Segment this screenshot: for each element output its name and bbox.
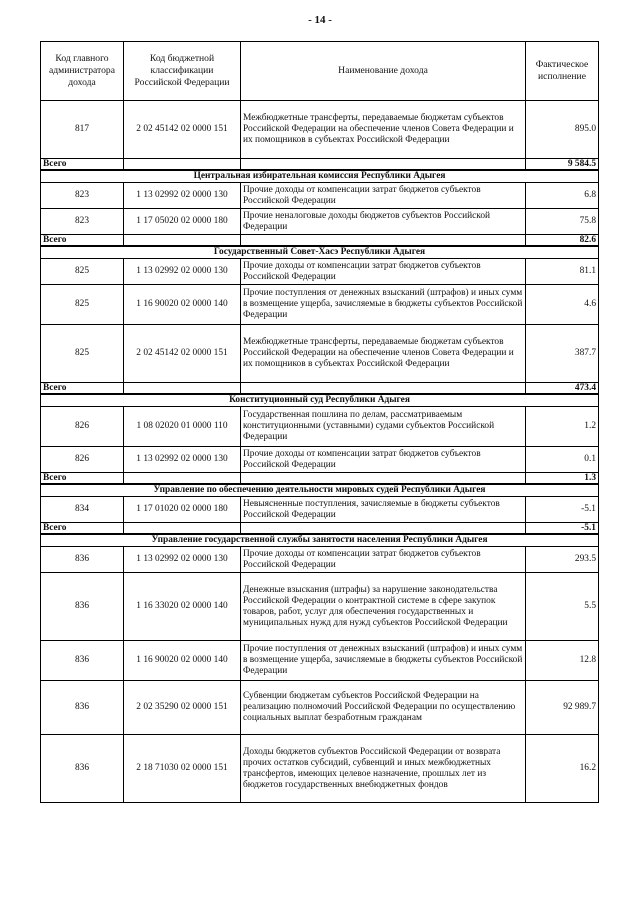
admin-code-cell: 825 [41,325,124,383]
budget-code-cell: 1 13 02992 02 0000 130 [124,183,241,209]
total-empty-name [241,159,526,171]
budget-code-cell: 2 02 35290 02 0000 151 [124,681,241,735]
section-header-row [41,394,599,407]
budget-code-cell: 1 17 05020 02 0000 180 [124,209,241,235]
table-row [41,573,599,641]
total-value: 9 584.5 [526,159,599,171]
total-value: 82.6 [526,235,599,247]
total-empty-name [241,523,526,535]
actual-value-cell: 4.6 [526,285,599,325]
budget-code-cell: 1 16 90020 02 0000 140 [124,285,241,325]
admin-code-cell: 825 [41,285,124,325]
budget-code-cell: 1 13 02992 02 0000 130 [124,447,241,473]
section-title: Управление государственной службы занятости населения Республики Адыгея [41,534,599,547]
table-row [41,101,599,159]
income-name-cell: Межбюджетные трансферты, передаваемые бюджетам субъектов Российской Федерации на обеспечение членов Совета Федерации и их помощников в субъектах Российской Федерации [241,325,526,383]
total-row [41,383,599,395]
budget-code-cell: 1 17 01020 02 0000 180 [124,497,241,523]
section-header-row [41,170,599,183]
actual-value-cell: 81.1 [526,259,599,285]
table-row [41,407,599,447]
section-header-row [41,534,599,547]
total-empty-code [124,159,241,171]
table-row [41,497,599,523]
table-row [41,183,599,209]
income-table [40,41,599,803]
budget-code-cell: 1 08 02020 01 0000 110 [124,407,241,447]
admin-code-cell: 836 [41,681,124,735]
table-body [41,101,599,803]
admin-code-cell: 817 [41,101,124,159]
actual-value-cell: 0.1 [526,447,599,473]
table-row [41,209,599,235]
table-row [41,447,599,473]
admin-code-cell: 836 [41,641,124,681]
total-empty-code [124,383,241,395]
section-header-row [41,246,599,259]
table-row [41,641,599,681]
total-label: Всего [41,235,124,247]
page-number: - 14 - [308,14,332,26]
admin-code-cell: 834 [41,497,124,523]
section-title: Управление по обеспечению деятельности мировых судей Республики Адыгея [41,484,599,497]
total-label: Всего [41,473,124,485]
admin-code-cell: 836 [41,735,124,803]
total-value: -5.1 [526,523,599,535]
income-name-cell: Межбюджетные трансферты, передаваемые бюджетам субъектов Российской Федерации на обеспечение членов Совета Федерации и их помощников в субъектах Российской Федерации [241,101,526,159]
budget-code-cell: 1 13 02992 02 0000 130 [124,259,241,285]
actual-value-cell: 5.5 [526,573,599,641]
section-header-row [41,484,599,497]
actual-value-cell: 75.8 [526,209,599,235]
budget-code-cell: 1 13 02992 02 0000 130 [124,547,241,573]
total-value: 1.3 [526,473,599,485]
total-empty-code [124,523,241,535]
total-row [41,523,599,535]
actual-value-cell: 12.8 [526,641,599,681]
total-value: 473.4 [526,383,599,395]
total-row [41,473,599,485]
actual-value-cell: 16.2 [526,735,599,803]
income-name-header: Наименование дохода [241,42,526,101]
income-name-cell: Субвенции бюджетам субъектов Российской Федерации на реализацию полномочий Российской Федерации по осуществлению социальных выплат безработным гражданам [241,681,526,735]
total-empty-name [241,473,526,485]
admin-code-cell: 826 [41,407,124,447]
income-name-cell: Доходы бюджетов субъектов Российской Федерации от возврата прочих остатков субсидий, субвенций и иных межбюджетных трансфертов, имеющих целевое назначение, прошлых лет из бюджетов государственных внебюджетных фондов [241,735,526,803]
total-empty-code [124,235,241,247]
table-row [41,259,599,285]
actual-value-cell: 6.8 [526,183,599,209]
admin-code-header: Код главного администратора дохода [41,42,124,101]
total-label: Всего [41,159,124,171]
admin-code-cell: 823 [41,209,124,235]
admin-code-cell: 823 [41,183,124,209]
actual-value-cell: 92 989.7 [526,681,599,735]
total-row [41,159,599,171]
income-name-cell: Государственная пошлина по делам, рассматриваемым конституционными (уставными) судами субъектов Российской Федерации [241,407,526,447]
admin-code-cell: 825 [41,259,124,285]
section-title: Государственный Совет-Хасэ Республики Адыгея [41,246,599,259]
table-row [41,735,599,803]
actual-value-cell: 293.5 [526,547,599,573]
total-empty-code [124,473,241,485]
table-row [41,547,599,573]
section-title: Центральная избирательная комиссия Республики Адыгея [41,170,599,183]
budget-code-cell: 1 16 90020 02 0000 140 [124,641,241,681]
actual-value-cell: 387.7 [526,325,599,383]
table-row [41,325,599,383]
income-name-cell: Невыясненные поступления, зачисляемые в бюджеты субъектов Российской Федерации [241,497,526,523]
income-name-cell: Прочие доходы от компенсации затрат бюджетов субъектов Российской Федерации [241,547,526,573]
budget-code-header: Код бюджетной классификации Российской Федерации [124,42,241,101]
table-header-row [41,42,599,101]
admin-code-cell: 836 [41,573,124,641]
actual-value-cell: 1.2 [526,407,599,447]
budget-code-cell: 2 02 45142 02 0000 151 [124,325,241,383]
income-name-cell: Прочие поступления от денежных взысканий (штрафов) и иных сумм в возмещение ущерба, зачисляемые в бюджеты субъектов Российской Федерации [241,641,526,681]
total-empty-name [241,235,526,247]
total-label: Всего [41,523,124,535]
income-name-cell: Прочие доходы от компенсации затрат бюджетов субъектов Российской Федерации [241,259,526,285]
section-title: Конституционный суд Республики Адыгея [41,394,599,407]
actual-value-cell: 895.0 [526,101,599,159]
admin-code-cell: 826 [41,447,124,473]
actual-header: Фактическое исполнение [526,42,599,101]
total-row [41,235,599,247]
budget-code-cell: 1 16 33020 02 0000 140 [124,573,241,641]
table-row [41,285,599,325]
income-name-cell: Прочие доходы от компенсации затрат бюджетов субъектов Российской Федерации [241,183,526,209]
total-empty-name [241,383,526,395]
actual-value-cell: -5.1 [526,497,599,523]
income-name-cell: Прочие доходы от компенсации затрат бюджетов субъектов Российской Федерации [241,447,526,473]
income-name-cell: Прочие неналоговые доходы бюджетов субъектов Российской Федерации [241,209,526,235]
budget-code-cell: 2 18 71030 02 0000 151 [124,735,241,803]
total-label: Всего [41,383,124,395]
income-name-cell: Прочие поступления от денежных взысканий (штрафов) и иных сумм в возмещение ущерба, зачисляемые в бюджеты субъектов Российской Федерации [241,285,526,325]
budget-code-cell: 2 02 45142 02 0000 151 [124,101,241,159]
income-name-cell: Денежные взыскания (штрафы) за нарушение законодательства Российской Федерации о контрактной системе в сфере закупок товаров, работ, услуг для обеспечения государственных и муниципальных нужд для нужд субъектов Российской Федерации [241,573,526,641]
table-row [41,681,599,735]
admin-code-cell: 836 [41,547,124,573]
